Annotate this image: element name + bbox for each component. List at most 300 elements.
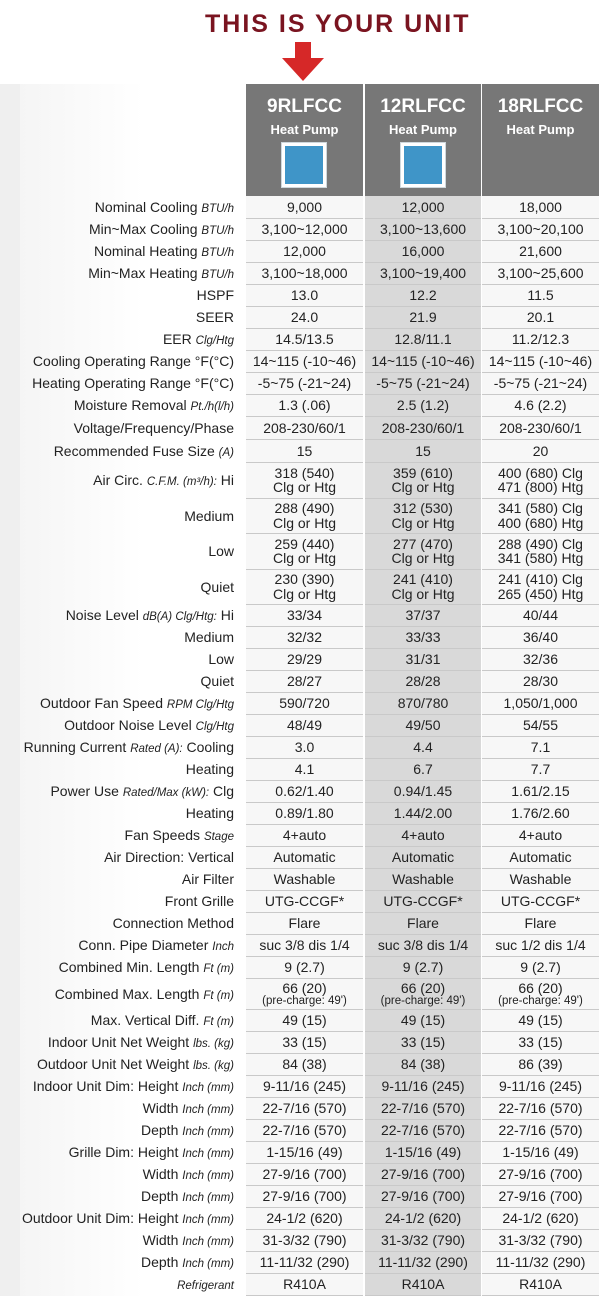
spec-value-text: 31/31: [405, 651, 441, 668]
spec-label: [20, 1101, 240, 1117]
spec-row: [20, 913, 605, 935]
spec-value: [365, 285, 481, 307]
spec-label-text: Nominal Heating: [94, 243, 198, 260]
spec-label-text: Heating Operating Range °F(°C): [32, 375, 234, 392]
spec-value: [482, 351, 599, 373]
spec-value: [482, 979, 599, 1010]
spec-value-text: 48/49: [286, 717, 323, 734]
spec-value: [365, 693, 481, 715]
spec-label: [20, 1035, 240, 1051]
spec-value: [365, 329, 481, 351]
spec-value: [482, 869, 599, 891]
spec-value-text: 22-7/16 (570): [262, 1122, 347, 1139]
spec-label: [20, 1167, 240, 1183]
spec-unit: Inch (mm): [182, 1258, 234, 1271]
spec-value-text: 49 (15): [518, 1012, 563, 1029]
spec-row: [20, 1032, 605, 1054]
spec-row: [20, 1252, 605, 1274]
spec-unit: Clg/Htg: [195, 721, 234, 734]
spec-value-text: 11.2/12.3: [511, 331, 570, 348]
spec-value: [365, 1230, 481, 1252]
spec-value: [365, 241, 481, 263]
spec-value-text: 241 (410): [393, 571, 453, 588]
spec-value: [365, 196, 481, 219]
spec-value: [482, 913, 599, 935]
spec-value-text: 40/44: [522, 607, 559, 624]
spec-value: [246, 241, 363, 263]
model-header: [365, 84, 481, 196]
spec-value-text: 66 (20): [400, 979, 446, 996]
spec-value-text: 36/40: [522, 629, 559, 646]
down-arrow-icon: [282, 42, 324, 82]
spec-label: [20, 473, 240, 489]
spec-value: [482, 395, 599, 417]
spec-value-text: 54/55: [522, 717, 559, 734]
model-name: 18RLFCC: [497, 96, 584, 117]
spec-label-text: Depth: [141, 1122, 179, 1139]
model-type: Heat Pump: [389, 122, 457, 137]
spec-value-text: 2.5 (1.2): [396, 397, 450, 414]
spec-value: [365, 847, 481, 869]
spec-label-suffix: Cooling: [186, 739, 234, 756]
spec-value: [482, 1076, 599, 1098]
spec-value-text: 11-11/32 (290): [495, 1254, 586, 1271]
spec-value-text: 9,000: [286, 198, 323, 215]
spec-label-text: Connection Method: [112, 915, 234, 932]
spec-value-text: Washable: [509, 871, 572, 888]
spec-label: [20, 1189, 240, 1205]
spec-label-text: Min~Max Heating: [88, 265, 198, 282]
spec-label-text: Width: [142, 1100, 179, 1117]
spec-unit: Clg/Htg: [195, 335, 234, 348]
spec-value: [482, 1120, 599, 1142]
spec-value: [246, 869, 363, 891]
spec-value-text: 7.7: [530, 761, 551, 778]
spec-value: [246, 1164, 363, 1186]
spec-row: [20, 1010, 605, 1032]
spec-value-text: 21.9: [409, 309, 437, 326]
spec-value: [365, 781, 481, 803]
spec-value-text: 288 (490): [274, 500, 335, 517]
spec-row: [20, 891, 605, 913]
spec-label-text: Depth: [141, 1188, 179, 1205]
spec-value-text: 20: [532, 442, 549, 459]
spec-value-text: 14~115 (-10~46): [371, 353, 475, 370]
spec-row: [20, 373, 605, 395]
spec-unit: Rated/Max (kW):: [122, 787, 210, 800]
spec-label: [20, 444, 240, 460]
spec-value-line2: 265 (450) Htg: [497, 585, 584, 602]
spec-label: [20, 762, 240, 777]
spec-value-text: 49 (15): [400, 1012, 446, 1029]
spec-row: [20, 285, 605, 307]
spec-value: [365, 440, 481, 463]
spec-value-text: 12,000: [401, 198, 445, 215]
spec-label-text: Combined Min. Length: [58, 959, 200, 976]
spec-row: [20, 329, 605, 351]
spec-value-line2: Clg or Htg: [391, 514, 455, 531]
spec-value: [246, 1208, 363, 1230]
spec-label: [20, 421, 240, 436]
spec-value-text: 27-9/16 (700): [498, 1166, 583, 1183]
spec-label-text: Grille Dim: Height: [68, 1144, 179, 1161]
spec-value-text: 27-9/16 (700): [262, 1166, 347, 1183]
spec-unit: Inch (mm): [182, 1214, 234, 1227]
spec-value: [365, 957, 481, 979]
spec-label: [20, 398, 240, 414]
spec-label-text: Nominal Cooling: [94, 198, 198, 215]
spec-row: [20, 671, 605, 693]
spec-value-text: 15: [296, 442, 313, 459]
spec-unit: Inch (mm): [182, 1170, 234, 1183]
spec-label-text: EER: [162, 331, 192, 348]
spec-row: [20, 395, 605, 417]
spec-value-text: 3,100~25,600: [497, 265, 584, 282]
spec-value-text: 359 (610): [393, 464, 453, 481]
spec-value-text: UTG-CCGF*: [500, 893, 581, 910]
spec-value-text: 66 (20): [518, 979, 563, 996]
spec-value: [365, 737, 481, 759]
spec-value: [246, 329, 363, 351]
spec-value: [482, 737, 599, 759]
spec-unit: (A): [218, 446, 234, 459]
spec-value: [246, 1142, 363, 1164]
spec-value: [246, 534, 363, 570]
spec-value-text: 11-11/32 (290): [259, 1254, 350, 1271]
spec-value-text: 9-11/16 (245): [381, 1078, 465, 1095]
spec-value-text: R410A: [519, 1276, 562, 1293]
spec-label: [20, 608, 240, 624]
spec-label-text: Low: [208, 543, 234, 560]
spec-row: [20, 825, 605, 847]
spec-value-text: 341 (580) Clg: [498, 500, 583, 517]
spec-value: [482, 196, 599, 219]
spec-value: [246, 351, 363, 373]
spec-value-text: 1-15/16 (49): [266, 1144, 343, 1161]
spec-value-text: 22-7/16 (570): [262, 1100, 347, 1117]
spec-value-text: 3,100~20,100: [497, 221, 584, 238]
spec-row: [20, 463, 605, 499]
spec-value: [365, 351, 481, 373]
spec-label-text: Cooling Operating Range °F(°C): [32, 353, 234, 370]
spec-value: [365, 803, 481, 825]
spec-value-text: Flare: [524, 915, 557, 932]
spec-row: [20, 605, 605, 627]
spec-value-text: 1.3 (.06): [278, 397, 331, 414]
spec-label-text: Max. Vertical Diff.: [90, 1012, 200, 1029]
spec-value: [246, 957, 363, 979]
spec-value: [365, 1010, 481, 1032]
spec-unit: BTU/h: [201, 269, 234, 282]
spec-label: [20, 652, 240, 667]
spec-value: [246, 1098, 363, 1120]
spec-value-text: 27-9/16 (700): [380, 1188, 466, 1205]
spec-row: [20, 1076, 605, 1098]
spec-value: [365, 1054, 481, 1076]
spec-value-text: 27-9/16 (700): [262, 1188, 347, 1205]
model-header: [246, 84, 363, 196]
spec-value-line2: (pre-charge: 49'): [380, 995, 466, 1008]
spec-value-text: 0.89/1.80: [275, 805, 334, 822]
spec-value-text: 49 (15): [282, 1012, 327, 1029]
spec-value: [365, 307, 481, 329]
spec-value-text: 1.76/2.60: [511, 805, 570, 822]
spec-value: [482, 499, 599, 535]
spec-row: [20, 737, 605, 759]
spec-value: [482, 373, 599, 395]
spec-label-text: Voltage/Frequency/Phase: [73, 419, 234, 436]
spec-label: [20, 1277, 240, 1293]
spec-value-text: 33 (15): [282, 1034, 327, 1051]
spec-label: [20, 354, 240, 369]
spec-row: [20, 847, 605, 869]
spec-label-text: Medium: [184, 629, 234, 646]
spec-value: [365, 1098, 481, 1120]
spec-label-text: Air Circ.: [93, 471, 143, 488]
spec-value: [246, 737, 363, 759]
spec-label-text: Front Grille: [164, 893, 234, 910]
spec-label: [20, 244, 240, 260]
spec-value: [365, 1208, 481, 1230]
spec-value: [482, 957, 599, 979]
energy-star-icon: [281, 142, 327, 188]
spec-value-text: 13.0: [290, 287, 319, 304]
spec-label: [20, 938, 240, 954]
spec-value: [365, 1076, 481, 1098]
spec-value-line2: 400 (680) Htg: [497, 514, 584, 531]
spec-label: [20, 960, 240, 976]
spec-value: [482, 1032, 599, 1054]
spec-value: [482, 307, 599, 329]
spec-value: [482, 649, 599, 671]
spec-value-text: 1-15/16 (49): [384, 1144, 462, 1161]
spec-label-suffix: Hi: [220, 607, 234, 624]
spec-label-text: SEER: [195, 309, 234, 326]
spec-value: [482, 825, 599, 847]
spec-value: [482, 693, 599, 715]
spec-row: [20, 1120, 605, 1142]
spec-value-line2: Clg or Htg: [391, 585, 455, 602]
spec-value-text: 28/30: [522, 673, 559, 690]
spec-label: [20, 1057, 240, 1073]
spec-value: [246, 847, 363, 869]
spec-label: [20, 200, 240, 216]
spec-value-text: 14~115 (-10~46): [252, 353, 357, 370]
spec-value-text: 3.0: [294, 739, 315, 756]
spec-value: [482, 759, 599, 781]
spec-value-text: 1-15/16 (49): [502, 1144, 579, 1161]
spec-value: [246, 219, 363, 241]
spec-value-text: 20.1: [526, 309, 555, 326]
spec-value: [365, 373, 481, 395]
spec-row: [20, 869, 605, 891]
spec-table: [20, 84, 605, 1296]
spec-label: [20, 630, 240, 645]
spec-value-text: 400 (680) Clg: [498, 464, 583, 481]
spec-value-text: 24-1/2 (620): [266, 1210, 343, 1227]
spec-value-text: 9-11/16 (245): [262, 1078, 346, 1095]
spec-label: [20, 850, 240, 865]
spec-value-text: 12,000: [283, 243, 326, 260]
spec-label-suffix: Clg: [212, 783, 234, 800]
spec-value: [246, 1230, 363, 1252]
spec-row: [20, 307, 605, 329]
spec-unit: Inch: [212, 941, 234, 954]
spec-value-text: -5~75 (-21~24): [376, 375, 470, 392]
spec-label: [20, 828, 240, 844]
spec-value-text: 27-9/16 (700): [380, 1166, 466, 1183]
spec-unit: BTU/h: [201, 247, 234, 260]
spec-label: [20, 1079, 240, 1095]
spec-unit: Inch (mm): [182, 1082, 234, 1095]
spec-label: [20, 1145, 240, 1161]
spec-value-text: 590/720: [279, 695, 330, 712]
spec-value: [482, 1098, 599, 1120]
spec-unit: Inch (mm): [182, 1148, 234, 1161]
spec-label: [20, 1123, 240, 1139]
spec-value-text: 11-11/32 (290): [378, 1254, 468, 1271]
spec-value-text: 230 (390): [274, 571, 335, 588]
spec-label-text: Air Filter: [181, 871, 234, 888]
spec-row: [20, 219, 605, 241]
spec-value: [246, 1120, 363, 1142]
spec-value-text: 4+auto: [282, 827, 327, 844]
spec-row: [20, 693, 605, 715]
spec-value: [482, 241, 599, 263]
spec-value: [365, 1164, 481, 1186]
spec-unit: Inch (mm): [182, 1236, 234, 1249]
spec-label: [20, 509, 240, 524]
spec-label-text: Combined Max. Length: [54, 985, 200, 1002]
spec-label: [20, 288, 240, 303]
spec-value-text: 22-7/16 (570): [498, 1122, 583, 1139]
spec-value-line2: Clg or Htg: [272, 514, 337, 531]
spec-label: [20, 987, 240, 1003]
spec-value: [246, 649, 363, 671]
spec-label: [20, 1233, 240, 1249]
spec-row: [20, 649, 605, 671]
spec-value-text: 18,000: [519, 198, 562, 215]
spec-value-text: 24-1/2 (620): [384, 1210, 462, 1227]
spec-row: [20, 534, 605, 570]
spec-value: [246, 263, 363, 285]
spec-value-text: 33 (15): [400, 1034, 446, 1051]
spec-value: [482, 605, 599, 627]
model-type: Heat Pump: [270, 122, 339, 137]
spec-label-text: Low: [208, 651, 234, 668]
spec-value: [365, 869, 481, 891]
spec-value-text: 31-3/32 (790): [262, 1232, 347, 1249]
spec-value: [246, 825, 363, 847]
spec-value: [482, 570, 599, 606]
spec-value-text: 86 (39): [518, 1056, 563, 1073]
spec-value: [365, 913, 481, 935]
spec-unit: Inch (mm): [182, 1104, 234, 1117]
spec-value-text: -5~75 (-21~24): [493, 375, 588, 392]
spec-value: [365, 534, 481, 570]
spec-label: [20, 916, 240, 931]
spec-row: [20, 499, 605, 535]
spec-label: [20, 376, 240, 391]
spec-value-text: 12.2: [409, 287, 437, 304]
spec-unit: Ft (m): [203, 963, 234, 976]
spec-value: [246, 979, 363, 1010]
spec-value: [365, 570, 481, 606]
spec-value: [246, 781, 363, 803]
spec-value-text: 33/34: [286, 607, 323, 624]
spec-value: [246, 935, 363, 957]
spec-row: [20, 715, 605, 737]
spec-value-line2: (pre-charge: 49'): [262, 995, 347, 1008]
spec-value: [482, 1230, 599, 1252]
spec-value: [482, 1208, 599, 1230]
spec-unit: dB(A) Clg/Htg:: [142, 611, 217, 624]
model-type: Heat Pump: [506, 122, 575, 137]
spec-value: [482, 1186, 599, 1208]
spec-value: [246, 693, 363, 715]
spec-value-text: 3,100~13,600: [379, 221, 467, 238]
spec-label-text: Conn. Pipe Diameter: [78, 937, 209, 954]
spec-unit: Stage: [203, 831, 234, 844]
spec-row: [20, 1208, 605, 1230]
spec-value-text: 318 (540): [274, 464, 335, 481]
spec-label-text: Outdoor Unit Net Weight: [36, 1056, 190, 1073]
spec-label-text: Heating: [185, 805, 234, 822]
spec-value-text: 7.1: [530, 739, 551, 756]
spec-value-text: 84 (38): [282, 1056, 327, 1073]
spec-value-text: 49/50: [405, 717, 441, 734]
spec-value: [365, 825, 481, 847]
spec-label: [20, 718, 240, 734]
spec-value: [482, 534, 599, 570]
spec-value-text: 32/36: [522, 651, 559, 668]
spec-value-text: 241 (410) Clg: [498, 571, 583, 588]
spec-value: [246, 891, 363, 913]
spec-value-text: 32/32: [286, 629, 323, 646]
spec-unit: Ft (m): [203, 1016, 234, 1029]
spec-value: [365, 759, 481, 781]
spec-value: [365, 1252, 481, 1274]
spec-row: [20, 241, 605, 263]
spec-value: [246, 1274, 363, 1296]
spec-value-text: 9 (2.7): [520, 959, 561, 976]
spec-value-text: 277 (470): [393, 535, 453, 552]
spec-value-text: 4+auto: [401, 827, 445, 844]
spec-row: [20, 1054, 605, 1076]
spec-value-text: Flare: [407, 915, 439, 932]
spec-value-text: 4.6 (2.2): [514, 397, 567, 414]
spec-label-text: Moisture Removal: [73, 397, 187, 414]
spec-unit: Rated (A):: [130, 743, 183, 756]
spec-value: [482, 263, 599, 285]
spec-value: [365, 979, 481, 1010]
spec-label: [20, 1255, 240, 1271]
spec-label-text: HSPF: [196, 287, 234, 304]
spec-value: [246, 913, 363, 935]
spec-value: [482, 440, 599, 463]
spec-value-text: 4+auto: [518, 827, 563, 844]
spec-label: [20, 784, 240, 800]
spec-label-text: Indoor Unit Dim: Height: [32, 1078, 179, 1095]
spec-value-text: 0.94/1.45: [393, 783, 453, 800]
spec-unit: Pt./h(l/h): [190, 401, 234, 414]
spec-label: [20, 696, 240, 712]
spec-value: [246, 570, 363, 606]
spec-value-line2: Clg or Htg: [272, 585, 337, 602]
spec-value: [482, 1054, 599, 1076]
spec-label: [20, 872, 240, 887]
spec-label-text: Air Direction: Vertical: [104, 849, 234, 866]
